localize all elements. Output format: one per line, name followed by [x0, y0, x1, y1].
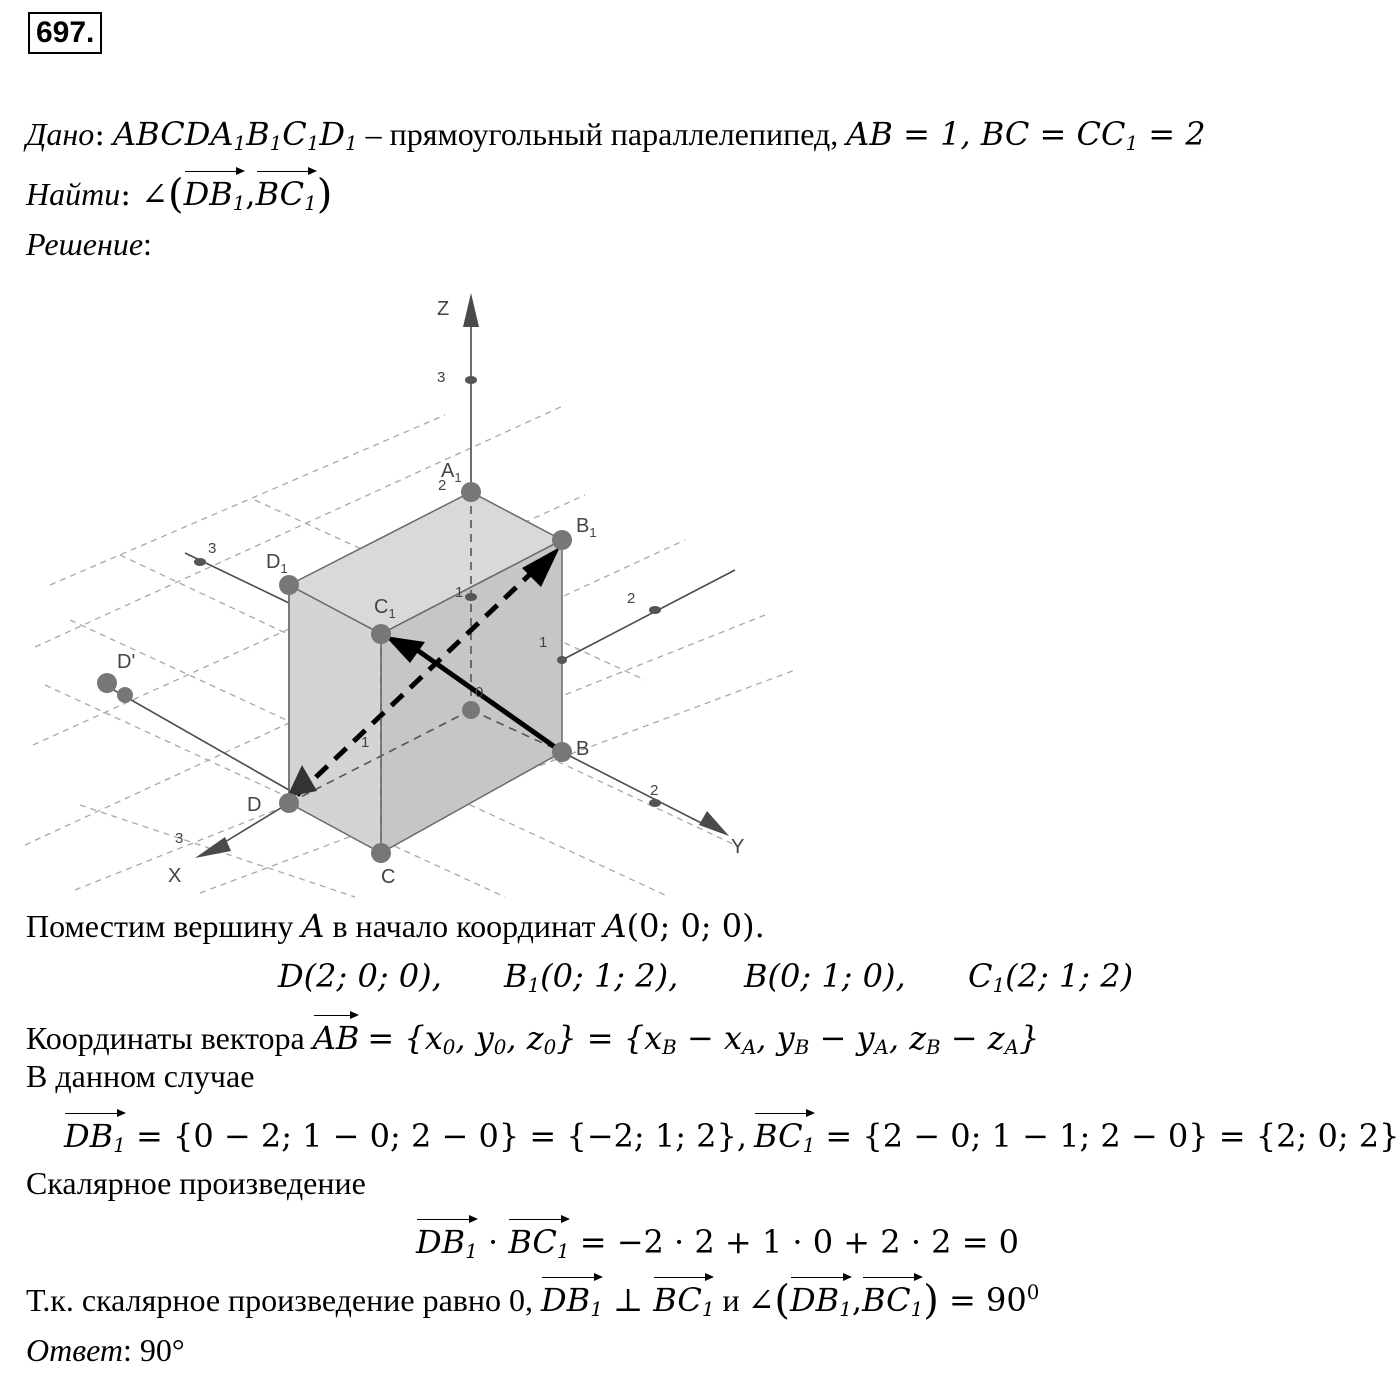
parallelepiped-figure	[25, 285, 805, 900]
point-d-coords: D(2; 0; 0),	[278, 957, 442, 995]
dot-product-calc: $DB_1 \cdot BC_1 = -2 \cdot 2 + 1 \cdot 0 + 2 \cdot 2 = 0$	[416, 1218, 1019, 1262]
solution-line: Решение:	[26, 226, 152, 262]
x-axis-label: X	[168, 865, 182, 887]
given-line: Дано: $ABCDA_1B_1C_1D_1$ – прямоугольный параллелепипед, AB = 1, BC = $CC_1 = 2$	[26, 115, 1206, 155]
label-a1: $A_1$	[441, 460, 462, 485]
z-tick-2: 2	[438, 477, 447, 494]
y-tick-2-back: 2	[627, 590, 636, 607]
z-axis-label: Z	[437, 298, 450, 320]
y-axis-label: Y	[731, 836, 745, 858]
label-c: C	[381, 866, 396, 888]
box	[289, 492, 562, 853]
vector-coords-line: Координаты вектора AB = {$x_0$, $y_0$, $z_0\} = \{x_B - x_A$, $y_B - y_A$, $z_B - z_A$}	[26, 1014, 1039, 1058]
point-b-coords: B(0; 1; 0),	[744, 957, 906, 995]
vector-db1: $DB_1$	[184, 170, 246, 214]
vector-db1-value: $DB_1 = \{0 - 2$; 1 − 0; 2 − 0} = {−2; 1; 2},	[64, 1112, 747, 1156]
origin-tick: 0	[475, 684, 484, 701]
solid-name: $ABCDA_1B_1C_1D_1$	[113, 115, 358, 155]
dprime-line	[105, 685, 289, 790]
vector-bc1: $BC_1$	[256, 170, 317, 214]
vector-ab: AB	[313, 1014, 360, 1058]
answer-value: 90°	[139, 1332, 185, 1368]
given-lengths: AB = 1, BC = $CC_1 = 2$	[846, 115, 1206, 155]
problem-number: 697.	[28, 12, 102, 54]
x-tick-3: 3	[175, 830, 184, 847]
label-d1: $D_1$	[266, 551, 288, 576]
given-label: Дано	[26, 116, 95, 152]
given-words: прямоугольный параллелепипед,	[389, 116, 839, 152]
y-tick-2: 2	[650, 782, 659, 799]
z-tick-3: 3	[437, 369, 446, 386]
z-axis-arrow	[463, 293, 479, 327]
y-tick-1: 1	[539, 634, 548, 651]
point-b1-coords: $B_1(0$; 1; 2),	[504, 957, 679, 997]
x-tick-neg3: 3	[208, 540, 217, 557]
label-dprime: D'	[117, 651, 136, 673]
answer-label: Ответ	[26, 1332, 123, 1368]
origin-line: Поместим вершину A в начало координат A(0; 0; 0).	[26, 907, 765, 945]
y-axis-back	[562, 570, 735, 660]
x-tick-1: 1	[361, 734, 370, 751]
label-c1: $C_1$	[374, 596, 396, 621]
y-axis	[562, 752, 715, 830]
answer-line: Ответ: 90°	[26, 1332, 185, 1368]
vector-bc1-value: $BC_1 = \{2 - 0$; 1 − 1; 2 − 0} = {2; 0; 2}	[754, 1112, 1399, 1156]
in-this-case-line: В данном случае	[26, 1058, 255, 1094]
solution-label: Решение	[26, 226, 144, 262]
label-d: D	[247, 794, 262, 816]
z-tick-1: 1	[455, 584, 464, 601]
label-b1: $B_1$	[576, 515, 597, 540]
conclusion-line: Т.к. скалярное произведение равно 0, $DB_1$ ⊥ $BC_1$ и $\angle(DB_1,BC_1) = 90^0$	[26, 1277, 1040, 1324]
dot-product-heading: Скалярное произведение	[26, 1165, 366, 1201]
label-b: B	[576, 738, 590, 760]
point-c1-coords: $C_1(2$; 1; 2)	[968, 957, 1134, 997]
find-label: Найти	[26, 176, 121, 212]
given-dash: –	[365, 116, 382, 152]
y-axis-arrow	[699, 811, 729, 836]
find-line: Найти: $\angle(DB_1,BC_1)$	[26, 171, 333, 218]
